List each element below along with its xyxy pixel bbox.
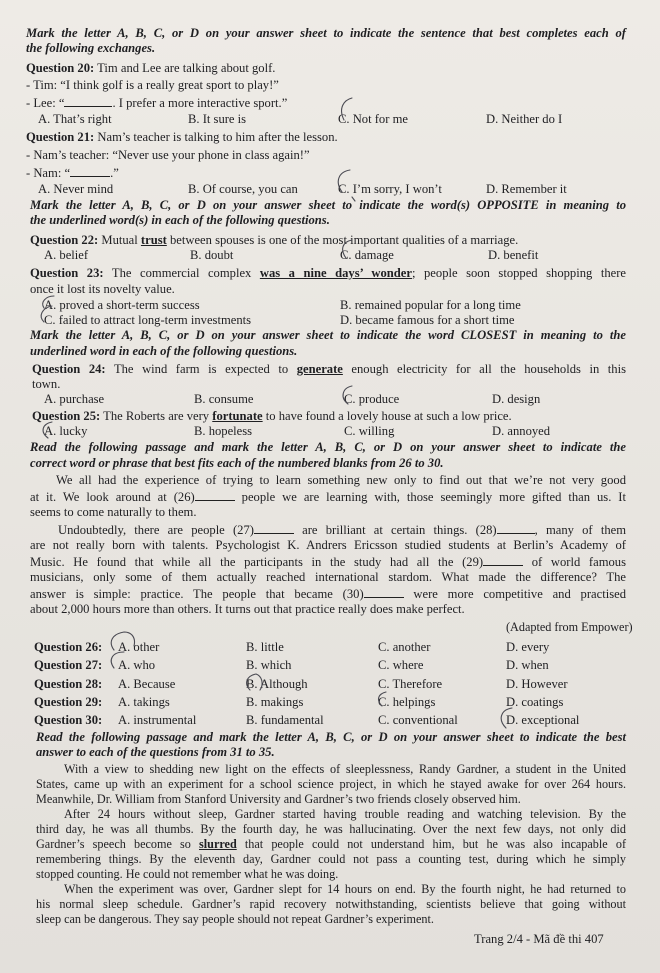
question-text: town. — [32, 377, 61, 391]
question-text: between spouses is one of the most important qualities of a marriage. — [166, 233, 519, 247]
option-c[interactable]: C. damage — [340, 248, 394, 262]
passage-line: Meanwhile, Dr. William from Stanford University and Gardner’s two friends closely observed him. — [36, 792, 521, 806]
underlined-word: generate — [296, 362, 343, 376]
question-23 — [30, 266, 626, 281]
option-d[interactable]: D. became famous for a short time — [340, 313, 515, 327]
option-a[interactable]: A. instrumental — [118, 713, 197, 727]
option-d[interactable]: D. coatings — [506, 695, 564, 709]
option-b[interactable]: B. hopeless — [194, 424, 253, 438]
answer-blank — [195, 489, 235, 501]
question-24 — [32, 362, 626, 377]
passage-line — [58, 522, 626, 538]
question-text: ; people soon stopped shopping there — [411, 266, 626, 280]
option-b[interactable]: B. Of course, you can — [188, 182, 298, 196]
dialogue-text: - Nam: “ — [26, 166, 71, 180]
question-21 — [26, 130, 338, 145]
question-text: enough electricity for all the households in this — [342, 362, 626, 376]
option-d[interactable]: D. Remember it — [486, 182, 567, 196]
dialogue-line — [26, 95, 287, 111]
passage-text: Undoubtedly, there are people (27) — [58, 523, 254, 537]
option-c[interactable]: C. Not for me — [338, 112, 408, 126]
question-text: The Roberts are very — [100, 409, 213, 423]
option-b[interactable]: B. remained popular for a long time — [340, 298, 521, 312]
option-a[interactable]: A. takings — [118, 695, 170, 709]
instruction-line: Mark the letter A, B, C, or D on your answer sheet to indicate the word(s) OPPOSITE in meaning to — [30, 198, 626, 212]
answer-blank — [70, 165, 110, 177]
passage-line: stopped counting. He could not remember what he was doing. — [36, 867, 339, 881]
question-text: The wind farm is expected to — [105, 362, 297, 376]
option-a[interactable]: A. belief — [44, 248, 89, 262]
passage-line — [30, 489, 626, 505]
question-22 — [30, 233, 518, 248]
instruction-line: underlined word in each of the following questions. — [30, 344, 298, 358]
passage-line: After 24 hours without sleep, Gardner started having trouble reading and watching television. By the — [64, 807, 626, 821]
option-b[interactable]: B. doubt — [190, 248, 234, 262]
passage-text: answer is simple: practice. The people that became (30) — [30, 587, 364, 601]
instruction-line: Mark the letter A, B, C, or D on your answer sheet to indicate the sentence that best completes each of — [26, 26, 626, 40]
dialogue-text: - Lee: “ — [26, 96, 65, 110]
question-stem: Nam’s teacher is talking to him after the lesson. — [94, 130, 338, 144]
option-d[interactable]: D. exceptional — [506, 713, 580, 727]
question-30-number: Question 30: — [34, 713, 103, 727]
instruction-line: the underlined word(s) in each of the following questions. — [30, 213, 330, 227]
question-text: to have found a lovely house at such a low price. — [262, 409, 512, 423]
page-footer: Trang 2/4 - Mã đề thi 407 — [474, 932, 604, 946]
passage-line: are not really born with talents. Psychologist K. Andrers Ericsson studied students at Berlin’s Academy of — [30, 538, 626, 552]
answer-blank — [497, 522, 535, 534]
option-c[interactable]: C. helpings — [378, 695, 436, 709]
passage-text: Gardner’s speech become so — [36, 837, 200, 851]
passage-line: his normal sleep schedule. Gardner’s rapid recovery notwithstanding, scientists believe that going without — [36, 897, 626, 911]
question-number: Question 25: — [32, 409, 101, 423]
underlined-word: trust — [140, 233, 167, 247]
option-c[interactable]: C. failed to attract long-term investments — [44, 313, 252, 327]
option-a[interactable]: A. lucky — [44, 424, 88, 438]
instruction-line: Read the following passage and mark the letter A, B, C, or D on your answer sheet to indicate the — [30, 440, 626, 454]
question-text: once it lost its novelty value. — [30, 282, 175, 296]
question-number: Question 21: — [26, 130, 95, 144]
passage-text: of world famous — [523, 555, 626, 569]
underlined-word: slurred — [199, 837, 237, 851]
dialogue-text: . I prefer a more interactive sport.” — [112, 96, 288, 110]
answer-blank — [64, 95, 112, 107]
passage-text: were more competitive and practised — [403, 587, 626, 601]
option-a[interactable]: A. Never mind — [38, 182, 114, 196]
option-d[interactable]: D. when — [506, 658, 549, 672]
question-number: Question 20: — [26, 61, 95, 75]
option-b[interactable]: B. makings — [246, 695, 304, 709]
passage-line — [30, 554, 626, 570]
passage-text: Music. He found that while all the participants in the study had all the (29) — [30, 555, 484, 569]
option-b[interactable]: B. Although — [246, 677, 308, 691]
passage-line: With a view to shedding new light on the effects of sleeplessness, Randy Gardner, a student in the United — [64, 762, 626, 776]
option-a[interactable]: A. purchase — [44, 392, 105, 406]
underlined-phrase: was a nine days’ wonder — [259, 266, 412, 280]
passage-line — [30, 586, 626, 602]
dialogue-line: - Nam’s teacher: “Never use your phone in class again!” — [26, 148, 310, 162]
option-a[interactable]: A. other — [118, 640, 160, 654]
dialogue-line — [26, 165, 119, 181]
option-c[interactable]: C. conventional — [378, 713, 458, 727]
passage-source: (Adapted from Empower) — [506, 620, 633, 634]
passage-line: third day, he was all thumbs. By the fourth day, he was hallucinating. Over the next few days, not only did — [36, 822, 626, 836]
question-27-number: Question 27: — [34, 658, 103, 672]
passage-line: When the experiment was over, Gardner slept for 14 hours on end. By the fourth night, he had returned to — [64, 882, 626, 896]
question-20 — [26, 61, 275, 76]
option-c[interactable]: C. willing — [344, 424, 395, 438]
option-d[interactable]: D. design — [492, 392, 541, 406]
option-c[interactable]: C. I’m sorry, I won’t — [338, 182, 442, 196]
dialogue-line: - Tim: “I think golf is a really great sport to play!” — [26, 78, 279, 92]
option-c[interactable]: C. produce — [344, 392, 400, 406]
passage-text: that people could not understand him, but he was also incapable of — [236, 837, 626, 851]
option-d[interactable]: D. However — [506, 677, 568, 691]
answer-blank — [364, 586, 404, 598]
instruction-line: answer to each of the questions from 31 to 35. — [36, 745, 275, 759]
passage-text: are brilliant at certain things. (28) — [293, 523, 497, 537]
passage-line: States, came up with an experiment for a school science project, in which he stayed awake for over 264 hours. — [36, 777, 626, 791]
instruction-line: Read the following passage and mark the letter A, B, C, or D on your answer sheet to indicate the best — [36, 730, 626, 744]
option-b[interactable]: B. which — [246, 658, 292, 672]
option-d[interactable]: D. benefit — [488, 248, 539, 262]
answer-blank — [254, 522, 294, 534]
instruction-line: correct word or phrase that best fits each of the numbered blanks from 26 to 30. — [30, 456, 444, 470]
question-29-number: Question 29: — [34, 695, 103, 709]
question-number: Question 22: — [30, 233, 99, 247]
option-c[interactable]: C. where — [378, 658, 424, 672]
option-a[interactable]: A. proved a short-term success — [44, 298, 200, 312]
question-stem: Tim and Lee are talking about golf. — [94, 61, 276, 75]
passage-line: about 2,000 hours more than others. It turns out that practice really does make perfect. — [30, 602, 465, 616]
instruction-line: Mark the letter A, B, C, or D on your answer sheet to indicate the word CLOSEST in meaning to the — [30, 328, 626, 342]
dialogue-text: .” — [110, 166, 119, 180]
option-a[interactable]: A. Because — [118, 677, 176, 691]
option-a[interactable]: A. who — [118, 658, 156, 672]
passage-text: , many of them — [534, 523, 626, 537]
option-d[interactable]: D. Neither do I — [486, 112, 563, 126]
option-d[interactable]: D. annoyed — [492, 424, 551, 438]
option-d[interactable]: D. every — [506, 640, 550, 654]
passage-line: remembering things. By the eleventh day, Gardner could not pass a counting test, during which he simply — [36, 852, 626, 866]
answer-blank — [483, 554, 523, 566]
question-25 — [32, 409, 512, 424]
option-b[interactable]: B. It sure is — [188, 112, 247, 126]
passage-line: We all had the experience of trying to learn something new only to find out that we’re not very good — [56, 473, 626, 487]
question-number: Question 24: — [32, 362, 106, 376]
option-b[interactable]: B. fundamental — [246, 713, 324, 727]
passage-line: musicians, only some of them actually reached international stardom. What made the difference? The — [30, 570, 626, 584]
option-c[interactable]: C. Therefore — [378, 677, 443, 691]
option-c[interactable]: C. another — [378, 640, 431, 654]
question-number: Question 23: — [30, 266, 104, 280]
question-26-number: Question 26: — [34, 640, 103, 654]
question-text: The commercial complex — [103, 266, 260, 280]
instruction-line: the following exchanges. — [26, 41, 156, 55]
option-b[interactable]: B. little — [246, 640, 284, 654]
underlined-word: fortunate — [212, 409, 263, 423]
question-text: Mutual — [98, 233, 141, 247]
option-b[interactable]: B. consume — [194, 392, 254, 406]
passage-line: seems to come naturally to them. — [30, 505, 197, 519]
passage-line: sleep can be dangerous. They say people should not repeat Gardner’s experiment. — [36, 912, 434, 926]
passage-line — [36, 837, 626, 852]
passage-text: at it. We look around at (26) — [30, 490, 195, 504]
question-28-number: Question 28: — [34, 677, 103, 691]
option-a[interactable]: A. That’s right — [38, 112, 112, 126]
passage-text: people we are learning with, those seemingly more gifted than us. It — [234, 490, 626, 504]
